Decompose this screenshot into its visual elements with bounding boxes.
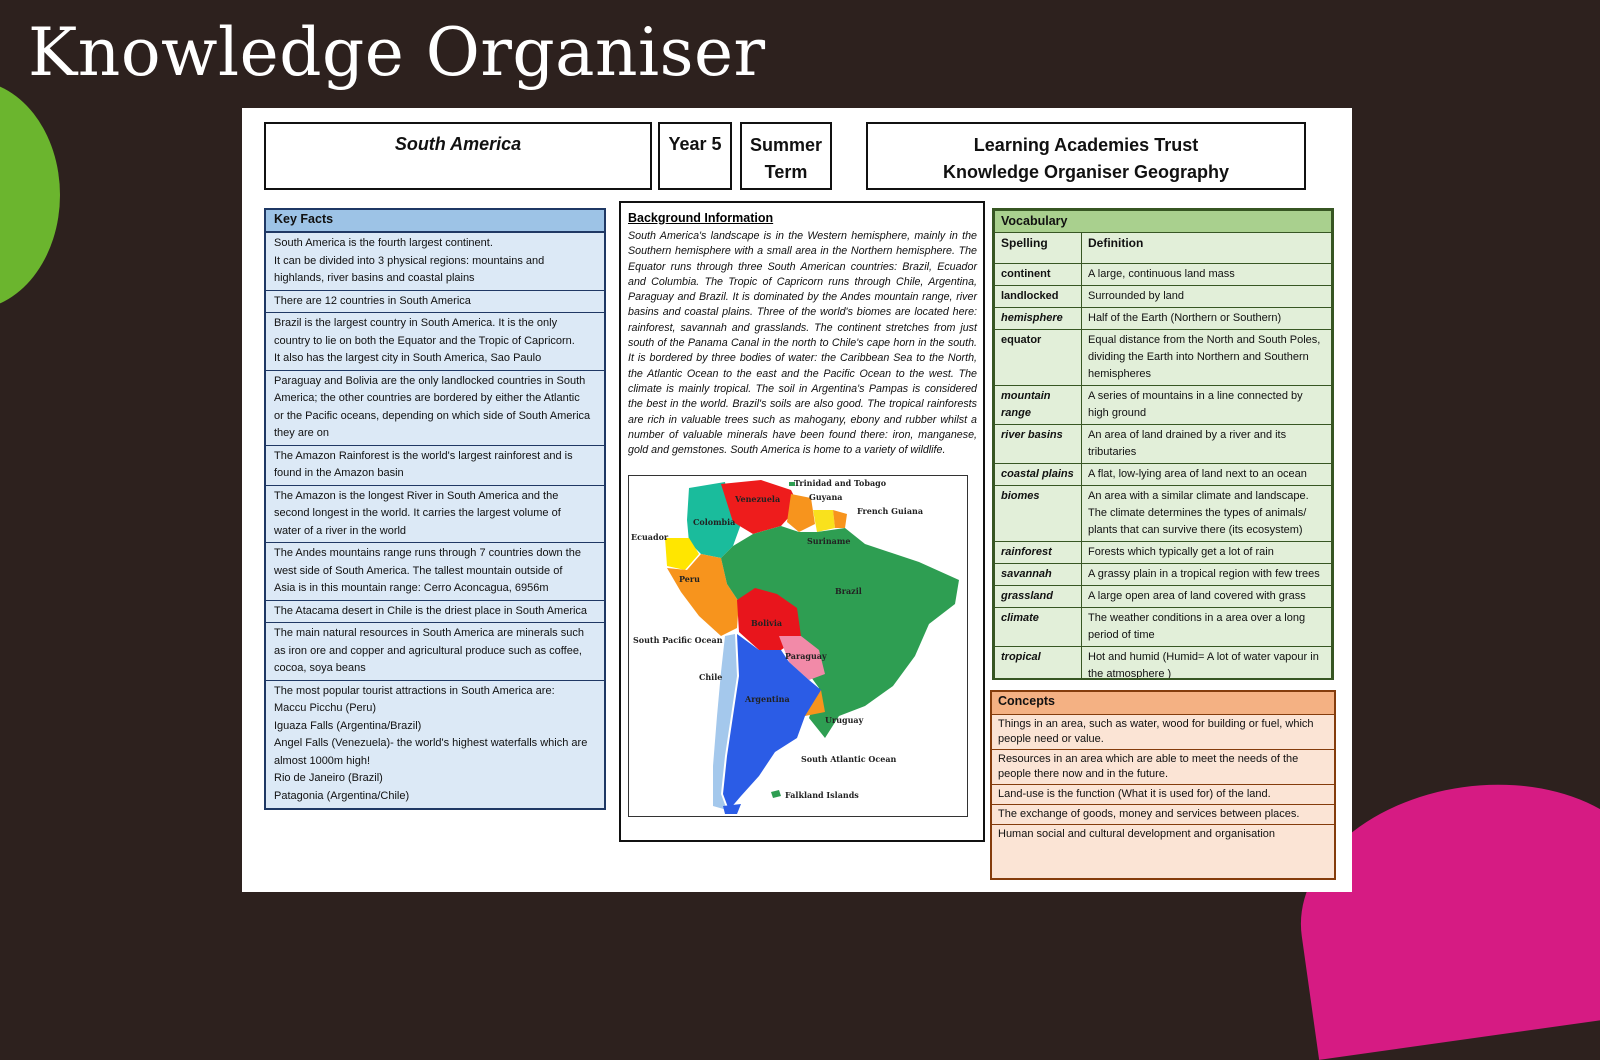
key-fact-text: Iguaza Falls (Argentina/Brazil) xyxy=(274,719,422,732)
map-label-peru: Peru xyxy=(679,574,700,584)
definition-column-header: Definition xyxy=(1082,233,1332,264)
map-label-french-guiana: French Guiana xyxy=(857,506,924,516)
concepts-title: Concepts xyxy=(992,692,1334,715)
vocabulary-row xyxy=(995,386,1332,425)
vocabulary-row xyxy=(995,264,1332,286)
key-fact-text: Maccu Picchu (Peru) xyxy=(274,702,377,714)
concept-row: Land-use is the function (What it is used for) of the land. xyxy=(992,785,1334,805)
vocabulary-definition: Hot and humid (Humid= A lot of water vapour in the atmosphere ) xyxy=(1082,647,1332,681)
map-label-south-pacific: South Pacific Ocean xyxy=(633,635,723,645)
key-fact-text: Paraguay and Bolivia are the only landlocked countries in South xyxy=(274,374,586,387)
green-decorative-shape xyxy=(0,80,60,310)
key-fact-text: highlands, river basins and coastal plains xyxy=(274,272,475,284)
vocabulary-row xyxy=(995,647,1332,681)
vocabulary-row xyxy=(995,586,1332,608)
vocabulary-definition: A large open area of land covered with grass xyxy=(1082,586,1332,608)
key-fact-text: water of a river in the world xyxy=(274,524,407,537)
map-label-trinidad: Trinidad and Tobago xyxy=(794,478,887,488)
spelling-column-header: Spelling xyxy=(995,233,1082,264)
map-label-venezuela: Venezuela xyxy=(735,494,781,504)
map-label-argentina: Argentina xyxy=(745,694,790,704)
map-label-falkland: Falkland Islands xyxy=(785,790,859,800)
key-fact-text: America; the other countries are bordered by either the Atlantic xyxy=(274,392,580,404)
vocabulary-definition: An area of land drained by a river and its tributaries xyxy=(1082,425,1332,464)
key-fact-text: almost 1000m high! xyxy=(274,754,370,767)
key-fact-row xyxy=(266,486,604,544)
term-box xyxy=(740,122,832,190)
key-facts-panel xyxy=(264,208,606,810)
year-box xyxy=(658,122,732,190)
map-label-colombia: Colombia xyxy=(693,517,736,527)
trust-name: Learning Academies Trust xyxy=(973,135,1199,155)
key-facts-list xyxy=(266,233,604,810)
key-fact-text: second longest in the world. It carries the largest volume of xyxy=(274,507,561,519)
vocabulary-title-row xyxy=(995,211,1332,233)
vocabulary-term: coastal plains xyxy=(995,464,1082,486)
key-fact-row xyxy=(266,543,604,601)
vocabulary-term: savannah xyxy=(995,564,1082,586)
vocabulary-definition: A large, continuous land mass xyxy=(1082,264,1332,286)
key-fact-text: as iron ore and copper and agricultural produce such as coffee, xyxy=(274,644,582,657)
key-fact-text: Patagonia (Argentina/Chile) xyxy=(274,789,410,802)
key-facts-title: Key Facts xyxy=(266,210,604,233)
map-label-ecuador: Ecuador xyxy=(631,532,669,542)
topic-box xyxy=(264,122,652,190)
vocabulary-term: biomes xyxy=(995,486,1082,542)
vocabulary-row xyxy=(995,564,1332,586)
vocabulary-row xyxy=(995,425,1332,464)
concepts-panel xyxy=(990,690,1336,880)
vocabulary-term: rainforest xyxy=(995,542,1082,564)
key-fact-text: they are on xyxy=(274,427,330,439)
key-fact-row xyxy=(266,446,604,486)
key-fact-row xyxy=(266,233,604,291)
map-label-uruguay: Uruguay xyxy=(825,715,864,725)
map-label-brazil: Brazil xyxy=(835,586,862,596)
key-fact-text: The Atacama desert in Chile is the driest place in South America xyxy=(274,604,588,617)
key-fact-row xyxy=(266,291,604,314)
vocabulary-panel xyxy=(992,208,1334,680)
key-fact-text: Asia is in this mountain range: Cerro Aconcagua, 6956m xyxy=(274,582,549,594)
key-fact-row xyxy=(266,601,604,624)
year-label: Year 5 xyxy=(668,134,722,154)
vocabulary-term: grassland xyxy=(995,586,1082,608)
key-fact-text: The Andes mountains range runs through 7 countries down the xyxy=(274,547,581,559)
key-fact-text: The Amazon is the longest River in South America and the xyxy=(274,489,559,502)
vocabulary-table xyxy=(994,210,1332,680)
map-svg xyxy=(629,476,967,816)
vocabulary-row xyxy=(995,286,1332,308)
map-label-guyana: Guyana xyxy=(809,492,843,502)
key-fact-text: country to lie on both the Equator and the Tropic of Capricorn. xyxy=(274,334,575,347)
term-line-1: Summer xyxy=(749,135,823,155)
concept-row: The exchange of goods, money and services between places. xyxy=(992,805,1334,825)
vocabulary-row xyxy=(995,308,1332,330)
map-country-french-guiana xyxy=(833,510,847,528)
map-country-suriname xyxy=(813,510,835,532)
key-fact-text: It can be divided into 3 physical regions: mountains and xyxy=(274,254,545,267)
map-island-falklands xyxy=(771,790,781,798)
key-fact-text: found in the Amazon basin xyxy=(274,467,404,479)
vocabulary-definition: A grassy plain in a tropical region with few trees xyxy=(1082,564,1332,586)
background-information-panel xyxy=(619,201,985,842)
vocabulary-definition: Surrounded by land xyxy=(1082,286,1332,308)
key-fact-row xyxy=(266,313,604,371)
key-fact-text: It also has the largest city in South America, Sao Paulo xyxy=(274,352,542,364)
key-fact-text: South America is the fourth largest continent. xyxy=(274,237,493,249)
knowledge-organiser-page xyxy=(242,108,1352,892)
organiser-subject: Knowledge Organiser Geography xyxy=(942,162,1230,182)
vocabulary-term: tropical xyxy=(995,647,1082,681)
concept-row: Human social and cultural development and organisation xyxy=(998,828,1276,840)
key-fact-text: The most popular tourist attractions in South America are: xyxy=(274,684,555,697)
key-fact-row xyxy=(266,623,604,681)
key-fact-text: There are 12 countries in South America xyxy=(274,294,471,307)
background-title: Background Information xyxy=(628,211,774,225)
vocabulary-title: Vocabulary xyxy=(995,211,1332,233)
south-america-map xyxy=(628,475,968,817)
vocabulary-row xyxy=(995,608,1332,647)
vocabulary-term: river basins xyxy=(995,425,1082,464)
vocabulary-header-row xyxy=(995,233,1332,264)
key-fact-text: Rio de Janeiro (Brazil) xyxy=(274,772,383,784)
vocabulary-definition: Forests which typically get a lot of rain xyxy=(1082,542,1332,564)
key-fact-row xyxy=(266,371,604,446)
key-fact-row xyxy=(266,681,604,811)
trust-box xyxy=(866,122,1306,190)
map-label-paraguay: Paraguay xyxy=(785,651,827,661)
key-fact-text xyxy=(274,805,596,810)
concept-row: Resources in an area which are able to meet the needs of the people there now and in the future. xyxy=(992,750,1334,785)
vocabulary-term: mountain range xyxy=(995,386,1082,425)
vocabulary-term: hemisphere xyxy=(995,308,1082,330)
vocabulary-row xyxy=(995,542,1332,564)
vocabulary-row xyxy=(995,486,1332,542)
key-fact-text: The main natural resources in South America are minerals such xyxy=(274,627,584,639)
key-fact-text: or the Pacific oceans, depending on which side of South America xyxy=(274,409,591,422)
key-fact-text: Angel Falls (Venezuela)- the world's highest waterfalls which are xyxy=(274,737,588,749)
vocabulary-definition: A flat, low-lying area of land next to an ocean xyxy=(1082,464,1332,486)
vocabulary-term: equator xyxy=(995,330,1082,386)
map-label-suriname: Suriname xyxy=(807,536,851,546)
concepts-list xyxy=(992,715,1334,844)
slide-title: Knowledge Organiser xyxy=(28,14,766,91)
key-fact-text: Brazil is the largest country in South America. It is the only xyxy=(274,317,558,329)
key-fact-text: The Amazon Rainforest is the world's largest rainforest and is xyxy=(274,449,573,462)
vocabulary-term: climate xyxy=(995,608,1082,647)
vocabulary-definition: A series of mountains in a line connected by high ground xyxy=(1082,386,1332,425)
vocabulary-row xyxy=(995,464,1332,486)
key-fact-text: west side of South America. The tallest mountain outside of xyxy=(274,564,563,577)
map-island-tierra-del-fuego xyxy=(723,804,741,814)
term-line-2: Term xyxy=(764,162,808,182)
vocabulary-definition: Half of the Earth (Northern or Southern) xyxy=(1082,308,1332,330)
vocabulary-definition: The weather conditions in a area over a long period of time xyxy=(1082,608,1332,647)
vocabulary-row xyxy=(995,330,1332,386)
map-label-chile: Chile xyxy=(699,672,723,682)
map-label-south-atlantic: South Atlantic Ocean xyxy=(801,754,897,764)
key-fact-text: cocoa, soya beans xyxy=(274,662,366,674)
vocabulary-definition: An area with a similar climate and landscape. The climate determines the types of animals/ plants that can survive there (its ecosystem) xyxy=(1082,486,1332,542)
concept-row: Things in an area, such as water, wood for building or fuel, which people need or value. xyxy=(992,715,1334,750)
topic-title: South America xyxy=(394,134,522,154)
background-text: South America's landscape is in the Western hemisphere, mainly in the Southern hemisphere with a small area in the Northern hemisphere. The Equator runs through three South American countries: Brazil, Ecuador and Columbia. The Tropic of Capricorn runs through Chile, Argentina, Paraguay and Brazil. It is dominated by the Andes mountain range, river basins and coastal plains. Three of the world's biomes are located here: rainforest, savannah and grasslands. The continent stretches from just south of the Panama Canal in the north to Chile's cape horn in the south. It is bordered by three bodies of water: the Caribbean Sea to the North, the Atlantic Ocean to the east and the Pacific Ocean to the west. The climate is mainly tropical. The soil in Argentina's Pampas is considered the best in the world. Brazil's soils are also good. The tropical rainforests are rich in valuable trees such as mahogany, ebony and rubber whilst a number of valuable minerals have been found there: iron, manganese, gold and gemstones. South America is home to a variety of wildlife. xyxy=(628,230,977,457)
vocabulary-definition: Equal distance from the North and South Poles, dividing the Earth into Northern and Southern hemispheres xyxy=(1082,330,1332,386)
vocabulary-term: landlocked xyxy=(995,286,1082,308)
map-label-bolivia: Bolivia xyxy=(751,618,783,628)
vocabulary-term: continent xyxy=(995,264,1082,286)
